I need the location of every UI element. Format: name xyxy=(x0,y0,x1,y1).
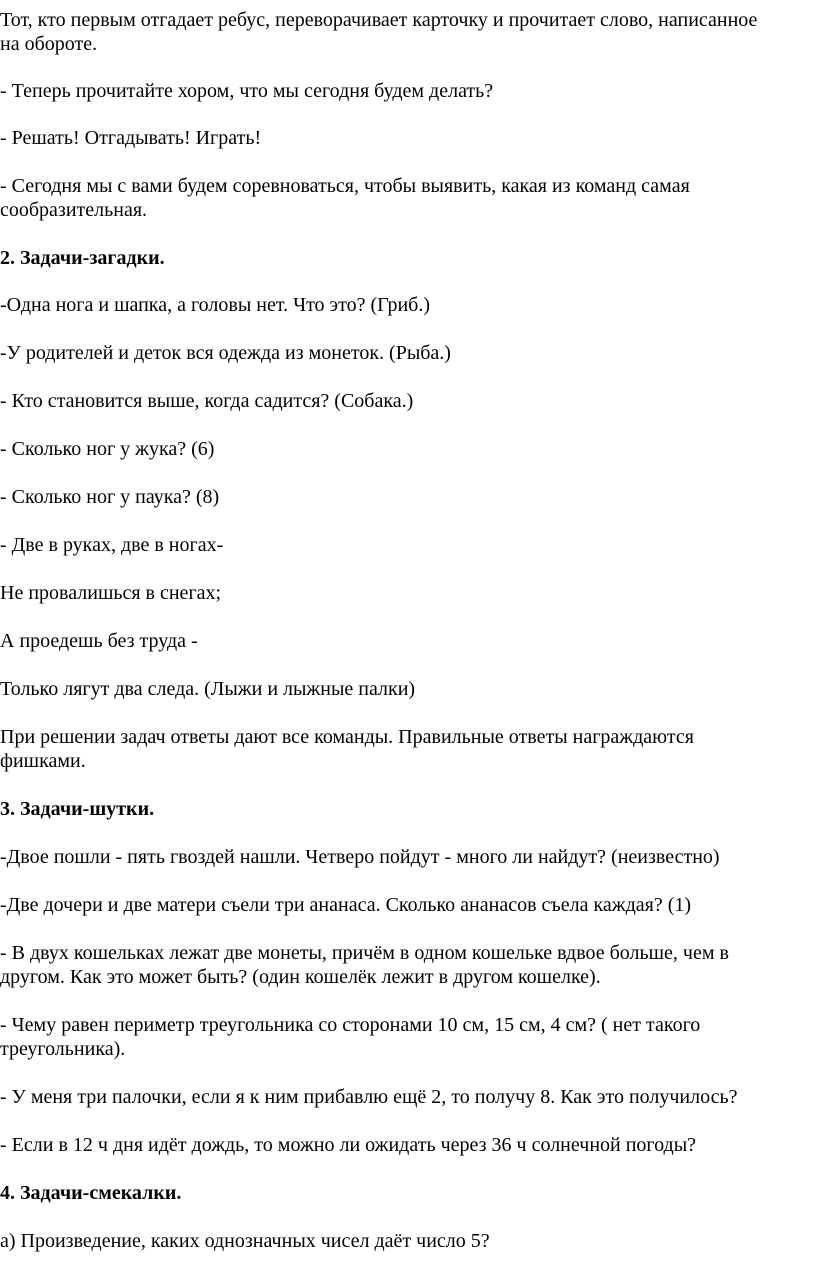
section-heading: 3. Задачи-шутки. xyxy=(0,798,155,820)
paragraph-line: Тот, кто первым отгадает ребус, переворачивает карточку и прочитает слово, написанное xyxy=(0,9,758,31)
paragraph-line: - Сегодня мы с вами будем соревноваться, чтобы выявить, какая из команд самая xyxy=(0,175,690,197)
paragraph-line: - Теперь прочитайте хором, что мы сегодня будем делать? xyxy=(0,80,494,102)
paragraph-line: Только лягут два следа. (Лыжи и лыжные палки) xyxy=(0,678,416,700)
paragraph-line: - Две в руках, две в ногах- xyxy=(0,534,224,556)
paragraph-line: - Сколько ног у паука? (8) xyxy=(0,486,220,508)
paragraph-line: а) Произведение, каких однозначных чисел даёт число 5? xyxy=(0,1230,490,1252)
paragraph-line: - У меня три палочки, если я к ним прибавлю ещё 2, то получу 8. Как это получилось? xyxy=(0,1086,738,1108)
paragraph-line: треугольника). xyxy=(0,1038,126,1060)
paragraph-line: -У родителей и деток вся одежда из монеток. (Рыба.) xyxy=(0,342,451,364)
paragraph-line: - Решать! Отгадывать! Играть! xyxy=(0,127,262,149)
paragraph-line: Не провалишься в снегах; xyxy=(0,582,222,604)
paragraph-line: А проедешь без труда - xyxy=(0,630,198,652)
paragraph-line: При решении задач ответы дают все команды. Правильные ответы награждаются xyxy=(0,726,694,748)
paragraph-line: -Одна нога и шапка, а головы нет. Что это? (Гриб.) xyxy=(0,294,430,316)
paragraph-line: - Сколько ног у жука? (6) xyxy=(0,438,215,460)
section-heading: 2. Задачи-загадки. xyxy=(0,247,165,269)
paragraph-line: на обороте. xyxy=(0,33,98,55)
paragraph-line: - Кто становится выше, когда садится? (Собака.) xyxy=(0,390,414,412)
paragraph-line: -Двое пошли - пять гвоздей нашли. Четверо пойдут - много ли найдут? (неизвестно) xyxy=(0,846,720,868)
section-heading: 4. Задачи-смекалки. xyxy=(0,1182,182,1204)
paragraph-line: - В двух кошельках лежат две монеты, причём в одном кошельке вдвое больше, чем в xyxy=(0,942,729,964)
paragraph-line: - Если в 12 ч дня идёт дождь, то можно ли ожидать через 36 ч солнечной погоды? xyxy=(0,1134,697,1156)
paragraph-line: другом. Как это может быть? (один кошелёк лежит в другом кошелке). xyxy=(0,966,601,988)
paragraph-line: фишками. xyxy=(0,750,86,772)
paragraph-line: -Две дочери и две матери съели три ананаса. Сколько ананасов съела каждая? (1) xyxy=(0,894,692,916)
paragraph-line: - Чему равен периметр треугольника со сторонами 10 см, 15 см, 4 см? ( нет такого xyxy=(0,1014,701,1036)
paragraph-line: сообразительная. xyxy=(0,199,148,221)
